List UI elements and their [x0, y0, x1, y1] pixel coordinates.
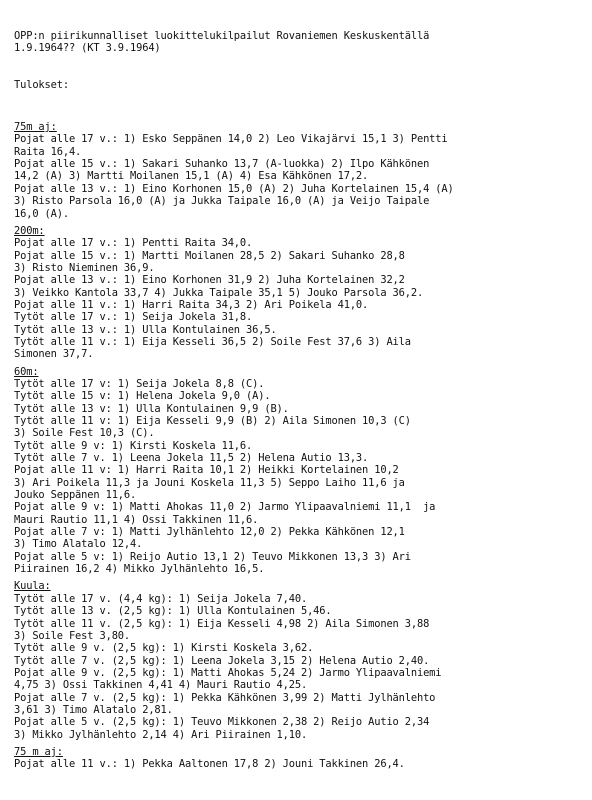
result-line: 3) Soile Fest 3,80.	[14, 629, 131, 642]
result-line: 4,75 3) Ossi Takkinen 4,41 4) Mauri Rautio 4,25.	[14, 679, 308, 692]
result-line: Tytöt alle 17 v: 1) Seija Jokela 8,8 (C).	[14, 377, 265, 390]
result-line: Tytöt alle 17 v. (4,4 kg): 1) Seija Jokela 7,40.	[14, 592, 308, 605]
result-line: Jouko Seppänen 11,6.	[14, 489, 137, 502]
result-line: 14,2 (A) 3) Martti Moilanen 15,1 (A) 4) Esa Kähkönen 17,2.	[14, 170, 369, 183]
result-line: Pojat alle 15 v.: 1) Martti Moilanen 28,5 2) Sakari Suhanko 28,8	[14, 249, 405, 262]
result-line: Pojat alle 7 v: 1) Matti Jylhänlehto 12,0 2) Pekka Kähkönen 12,1	[14, 526, 405, 539]
result-line: Mauri Rautio 11,1 4) Ossi Takkinen 11,6.	[14, 513, 259, 526]
result-line: Pojat alle 17 v.: 1) Pentti Raita 34,0.	[14, 237, 253, 250]
event-heading: Kuula:	[14, 580, 51, 593]
result-line: Tytöt alle 15 v: 1) Helena Jokela 9,0 (A).	[14, 390, 271, 403]
result-line: Tytöt alle 9 v: 1) Kirsti Koskela 11,6.	[14, 439, 253, 452]
result-line: 16,0 (A).	[14, 207, 69, 220]
result-line: Tytöt alle 17 v.: 1) Seija Jokela 31,8.	[14, 311, 253, 324]
result-line: 3) Veikko Kantola 33,7 4) Jukka Taipale 35,1 5) Jouko Parsola 36,2.	[14, 286, 424, 299]
result-line: Pojat alle 11 v: 1) Harri Raita 10,1 2) Heikki Kortelainen 10,2	[14, 464, 399, 477]
result-line: Pojat alle 5 v. (2,5 kg): 1) Teuvo Mikkonen 2,38 2) Reijo Autio 2,34	[14, 716, 430, 729]
result-line: Tytöt alle 13 v: 1) Ulla Kontulainen 9,9 (B).	[14, 402, 289, 415]
result-line: 3) Ari Poikela 11,3 ja Jouni Koskela 11,3 5) Seppo Laiho 11,6 ja	[14, 476, 405, 489]
result-line: 3) Soile Fest 10,3 (C).	[14, 427, 155, 440]
result-line: Piirainen 16,2 4) Mikko Jylhänlehto 16,5.	[14, 563, 265, 576]
result-line: Pojat alle 9 v: 1) Matti Ahokas 11,0 2) Jarmo Ylipaavalniemi 11,1 ja	[14, 501, 436, 514]
result-line: Tytöt alle 7 v. 1) Leena Jokela 11,5 2) Helena Autio 13,3.	[14, 452, 369, 465]
result-line: 3) Mikko Jylhänlehto 2,14 4) Ari Piirainen 1,10.	[14, 728, 308, 741]
result-line: Pojat alle 5 v: 1) Reijo Autio 13,1 2) Teuvo Mikkonen 13,3 3) Ari	[14, 550, 411, 563]
event-section	[14, 361, 586, 576]
event-section	[14, 575, 586, 740]
event-heading: 75 m aj:	[14, 745, 63, 758]
result-line: Pojat alle 11 v.: 1) Harri Raita 34,3 2) Ari Poikela 41,0.	[14, 298, 369, 311]
result-line: Pojat alle 13 v.: 1) Eino Korhonen 31,9 2) Juha Kortelainen 32,2	[14, 274, 405, 287]
result-line: Pojat alle 15 v.: 1) Sakari Suhanko 13,7 (A-luokka) 2) Ilpo Kähkönen	[14, 158, 430, 171]
result-line: Tytöt alle 13 v.: 1) Ulla Kontulainen 36,5.	[14, 323, 277, 336]
title-line: OPP:n piirikunnalliset luokittelukilpailut Rovaniemen Keskuskentällä	[14, 29, 430, 42]
event-heading: 200m:	[14, 224, 45, 237]
result-line: Tytöt alle 11 v. (2,5 kg): 1) Eija Kesseli 4,98 2) Aila Simonen 3,88	[14, 617, 430, 630]
result-line: Raita 16,4.	[14, 145, 82, 158]
event-section	[14, 741, 586, 771]
document-title	[14, 30, 586, 55]
results-sections	[14, 116, 586, 771]
result-line: Tytöt alle 7 v. (2,5 kg): 1) Leena Jokela 3,15 2) Helena Autio 2,40.	[14, 654, 430, 667]
title-line: 1.9.1964?? (KT 3.9.1964)	[14, 42, 161, 55]
result-line: 3) Timo Alatalo 12,4.	[14, 538, 143, 551]
event-section	[14, 220, 586, 361]
results-heading: Tulokset:	[14, 79, 69, 92]
result-line: 3) Risto Parsola 16,0 (A) ja Jukka Taipale 16,0 (A) ja Veijo Taipale	[14, 195, 430, 208]
result-line: Simonen 37,7.	[14, 348, 94, 361]
result-line: Pojat alle 17 v.: 1) Esko Seppänen 14,0 2) Leo Vikajärvi 15,1 3) Pentti	[14, 133, 448, 146]
event-section	[14, 116, 586, 220]
result-line: Pojat alle 9 v. (2,5 kg): 1) Matti Ahokas 5,24 2) Jarmo Ylipaavalniemi	[14, 666, 442, 679]
result-line: Tytöt alle 11 v.: 1) Eija Kesseli 36,5 2) Soile Fest 37,6 3) Aila	[14, 335, 411, 348]
result-line: Pojat alle 13 v.: 1) Eino Korhonen 15,0 (A) 2) Juha Kortelainen 15,4 (A)	[14, 182, 454, 195]
result-line: Pojat alle 11 v.: 1) Pekka Aaltonen 17,8 2) Jouni Takkinen 26,4.	[14, 758, 405, 771]
result-line: Pojat alle 7 v. (2,5 kg): 1) Pekka Kähkönen 3,99 2) Matti Jylhänlehto	[14, 691, 436, 704]
result-line: Tytöt alle 9 v. (2,5 kg): 1) Kirsti Koskela 3,62.	[14, 642, 314, 655]
result-line: 3,61 3) Timo Alatalo 2,81.	[14, 703, 173, 716]
event-heading: 75m aj:	[14, 121, 57, 134]
event-heading: 60m:	[14, 365, 39, 378]
result-line: Tytöt alle 13 v. (2,5 kg): 1) Ulla Kontulainen 5,46.	[14, 605, 332, 618]
result-line: 3) Risto Nieminen 36,9.	[14, 261, 155, 274]
result-line: Tytöt alle 11 v: 1) Eija Kesseli 9,9 (B) 2) Aila Simonen 10,3 (C)	[14, 415, 411, 427]
